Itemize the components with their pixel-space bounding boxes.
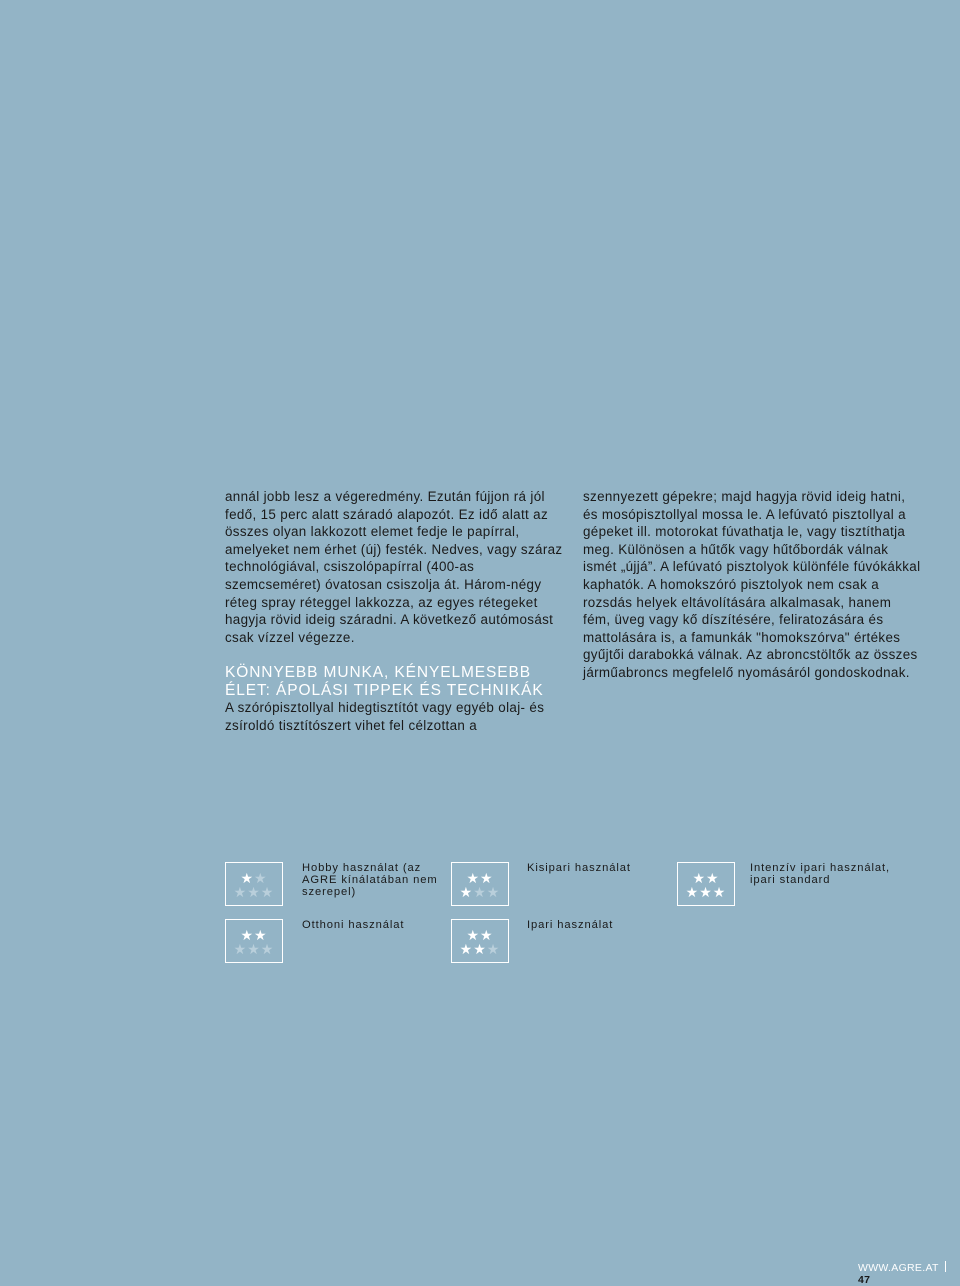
star-filled-icon: ★ <box>712 884 727 900</box>
right-paragraph: szennyezett gépekre; majd hagyja rövid ideig hatni, és mosópisztollyal mossa le. A lefúvató pisztollyal a gépeket ill. motorokat fúvathatja le, vagy tisztíthatja meg. Különösen a hűtők vagy hűtőbordák válnak ismét „újjá”. A lefúvató pisztolyok különféle fúvókákkal kaphatók. A homokszóró pisztolyok nem csak a rozsdás helyek eltávolítására alkalmasak, hanem fém, üveg vagy kő díszítésére, feliratozására és mattolására is, a famunkák "homokszórva" értékes gyűjtői darabokká válnak. Az abroncstöltők az összes járműabroncs megfelelő nyomásáról gondoskodnak. <box>583 489 921 680</box>
star-rating-icon <box>225 862 283 906</box>
star-filled-icon: ★ <box>240 927 254 943</box>
star-empty-icon: ★ <box>260 941 275 957</box>
legend-label: Kisipari használat <box>527 862 631 874</box>
star-filled-icon: ★ <box>459 941 474 957</box>
star-filled-icon: ★ <box>692 870 706 886</box>
star-row <box>452 871 508 885</box>
star-row <box>226 928 282 942</box>
star-filled-icon: ★ <box>685 884 700 900</box>
star-filled-icon: ★ <box>240 870 254 886</box>
star-empty-icon: ★ <box>486 941 501 957</box>
star-row <box>226 885 282 899</box>
star-empty-icon: ★ <box>247 884 261 900</box>
footer-divider <box>945 1261 946 1272</box>
star-filled-icon: ★ <box>480 870 494 886</box>
star-row <box>226 871 282 885</box>
star-row <box>678 871 734 885</box>
section-intro: A szórópisztollyal hidegtisztítót vagy egyéb olaj- és zsíroldó tisztítószert vihet fel célzottan a <box>225 700 545 733</box>
left-column <box>225 488 563 735</box>
star-empty-icon: ★ <box>260 884 275 900</box>
website-link[interactable]: WWW.AGRE.AT <box>858 1262 939 1274</box>
star-rating-icon <box>451 919 509 963</box>
star-filled-icon: ★ <box>473 941 487 957</box>
star-row <box>226 942 282 956</box>
star-rating-icon <box>677 862 735 906</box>
star-empty-icon: ★ <box>486 884 501 900</box>
star-row <box>452 885 508 899</box>
legend-label: Intenzív ipari használat, ipari standard <box>750 862 891 887</box>
star-row <box>452 928 508 942</box>
page-number: 47 <box>858 1274 871 1286</box>
star-empty-icon: ★ <box>473 884 487 900</box>
star-filled-icon: ★ <box>480 927 494 943</box>
star-filled-icon: ★ <box>466 870 480 886</box>
star-row <box>452 942 508 956</box>
star-filled-icon: ★ <box>466 927 480 943</box>
star-empty-icon: ★ <box>247 941 261 957</box>
star-row <box>678 885 734 899</box>
star-empty-icon: ★ <box>233 941 248 957</box>
legend-label: Ipari használat <box>527 919 614 931</box>
section-heading: KÖNNYEBB MUNKA, KÉNYELMESEBB ÉLET: ÁPOLÁSI TIPPEK ÉS TECHNIKÁK <box>225 664 544 699</box>
page-footer <box>858 1261 960 1286</box>
left-paragraph: annál jobb lesz a végeredmény. Ezután fújjon rá jól fedő, 15 perc alatt száradó alapozót. Ez idő alatt az összes olyan lakkozott elemet fedje le papírral, amelyeket nem érhet (új) festék. Nedves, vagy száraz technológiával, csiszolópapírral (400-as szemcseméret) óvatosan csiszolja át. Három-négy réteg spray réteggel lakkozza, az egyes rétegeket hagyja rövid ideig száradni. A következő autómosást csak vízzel végezze. <box>225 489 563 645</box>
star-filled-icon: ★ <box>459 884 474 900</box>
star-rating-icon <box>451 862 509 906</box>
star-filled-icon: ★ <box>699 884 713 900</box>
right-column <box>583 488 921 682</box>
star-empty-icon: ★ <box>254 870 268 886</box>
legend-label: Otthoni használat <box>302 919 405 931</box>
star-filled-icon: ★ <box>706 870 720 886</box>
star-rating-icon <box>225 919 283 963</box>
star-filled-icon: ★ <box>254 927 268 943</box>
legend-label: Hobby használat (az AGRE kínálatában nem szerepel) <box>302 862 438 899</box>
star-empty-icon: ★ <box>233 884 248 900</box>
